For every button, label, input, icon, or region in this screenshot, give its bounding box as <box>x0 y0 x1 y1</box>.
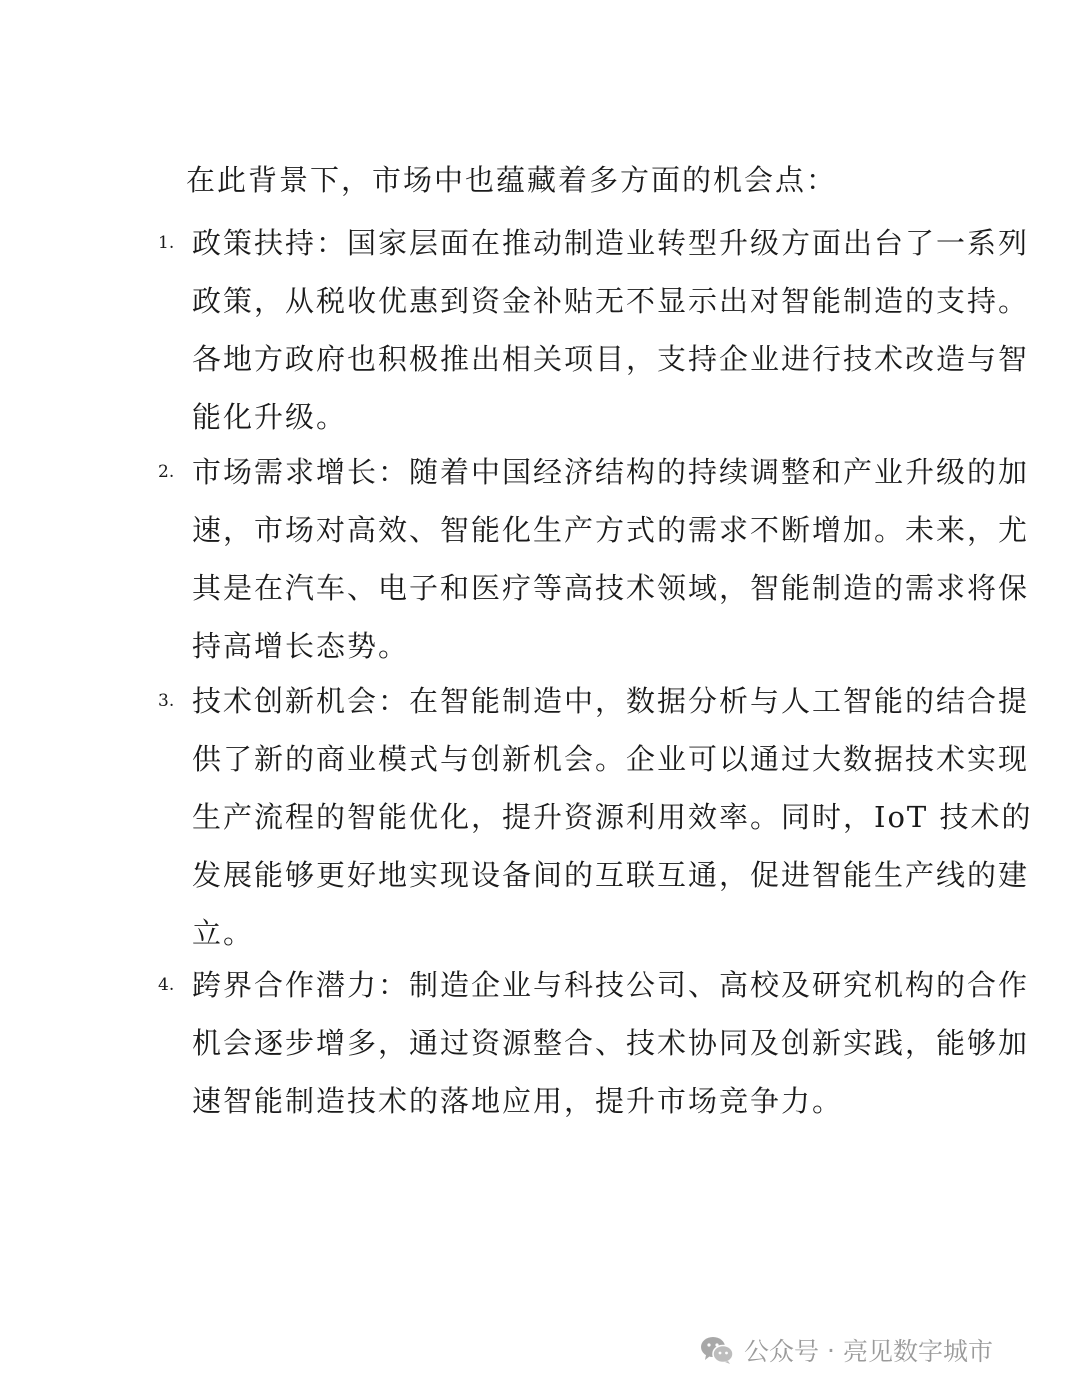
footer-separator: · <box>827 1335 835 1365</box>
text-line: 发展能够更好地实现设备间的互联互通，促进智能生产线的建 <box>192 858 1030 892</box>
list-item-text <box>192 672 1033 962</box>
text-line: 供了新的商业模式与创新机会。企业可以通过大数据技术实现 <box>192 742 1030 776</box>
text-line: 速智能制造技术的落地应用，提升市场竞争力。 <box>192 1084 844 1118</box>
text-line: 生产流程的智能优化，提升资源利用效率。同时，IoT 技术的 <box>192 800 1033 834</box>
wechat-icon <box>700 1335 734 1365</box>
list-item-text <box>192 214 1030 446</box>
text-line: 各地方政府也积极推出相关项目，支持企业进行技术改造与智 <box>192 342 1030 376</box>
list-item-number: 2. <box>158 462 175 482</box>
intro-paragraph: 在此背景下，市场中也蕴藏着多方面的机会点： <box>186 163 838 197</box>
footer-account-name: 亮见数字城市 <box>842 1337 993 1366</box>
list-item-text <box>192 443 1030 675</box>
list-item-text <box>192 956 1030 1130</box>
list-item-number: 4. <box>158 975 175 995</box>
text-line: 立。 <box>192 916 255 950</box>
text-line: 政策，从税收优惠到资金补贴无不显示出对智能制造的支持。 <box>192 284 1030 318</box>
text-line: 持高增长态势。 <box>192 629 410 663</box>
watermark-footer <box>700 1328 993 1372</box>
footer-prefix: 公众号 <box>744 1337 820 1366</box>
list-item-number: 3. <box>158 691 175 711</box>
text-line: 能化升级。 <box>192 400 348 434</box>
text-line: 机会逐步增多，通过资源整合、技术协同及创新实践，能够加 <box>192 1026 1030 1060</box>
text-line: 跨界合作潜力：制造企业与科技公司、高校及研究机构的合作 <box>192 968 1030 1002</box>
text-line: 政策扶持：国家层面在推动制造业转型升级方面出台了一系列 <box>192 226 1030 260</box>
text-line: 技术创新机会：在智能制造中，数据分析与人工智能的结合提 <box>192 684 1030 718</box>
text-line: 其是在汽车、电子和医疗等高技术领域，智能制造的需求将保 <box>192 571 1030 605</box>
text-line: 速，市场对高效、智能化生产方式的需求不断增加。未来，尤 <box>192 513 1030 547</box>
list-item-number: 1. <box>158 233 175 253</box>
text-line: 市场需求增长：随着中国经济结构的持续调整和产业升级的加 <box>192 455 1030 489</box>
